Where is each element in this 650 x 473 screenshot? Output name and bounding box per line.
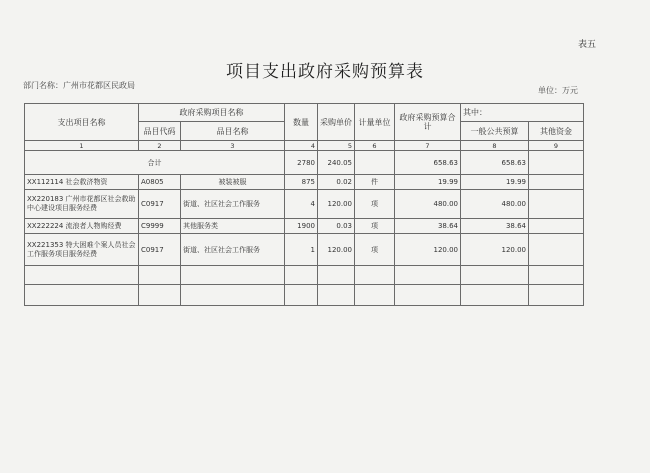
total-quantity: 2780	[285, 151, 318, 175]
row-general-budget: 120.00	[461, 234, 529, 266]
department-label: 部门名称：广州市花都区民政局	[23, 81, 135, 90]
row-total-budget: 120.00	[395, 234, 461, 266]
row-item-code: C0917	[139, 190, 181, 219]
col-measure-unit: 计量单位	[355, 104, 395, 141]
row-general-budget: 38.64	[461, 219, 529, 234]
total-general-budget: 658.63	[461, 151, 529, 175]
row-quantity: 1	[285, 234, 318, 266]
col-number: 7	[395, 141, 461, 151]
row-measure-unit: 项	[355, 190, 395, 219]
total-measure-unit	[355, 151, 395, 175]
empty-row	[25, 266, 584, 285]
row-item-code: A0805	[139, 175, 181, 190]
row-measure-unit: 项	[355, 219, 395, 234]
col-item-code: 品目代码	[139, 122, 181, 141]
row-quantity: 4	[285, 190, 318, 219]
row-total-budget: 38.64	[395, 219, 461, 234]
table-number: 表五	[578, 40, 597, 50]
col-number: 6	[355, 141, 395, 151]
total-budget-value: 658.63	[395, 151, 461, 175]
row-general-budget: 480.00	[461, 190, 529, 219]
page-title: 项目支出政府采购预算表	[226, 62, 424, 82]
row-project-name: XX222224 流浪者人物购经费	[25, 219, 139, 234]
col-quantity: 数量	[285, 104, 318, 141]
row-item-name: 其他服务类	[181, 219, 285, 234]
col-project-name: 支出项目名称	[25, 104, 139, 141]
row-measure-unit: 件	[355, 175, 395, 190]
row-total-budget: 19.99	[395, 175, 461, 190]
row-unit-price: 120.00	[318, 234, 355, 266]
unit-label: 单位：万元	[538, 86, 578, 95]
total-unit-price: 240.05	[318, 151, 355, 175]
row-item-name: 被装被服	[181, 175, 285, 190]
row-unit-price: 120.00	[318, 190, 355, 219]
row-other-funds	[529, 234, 584, 266]
row-project-name: XX220183 广州市花都区社会救助中心建设项目服务经费	[25, 190, 139, 219]
col-total-budget: 政府采购预算合计	[395, 104, 461, 141]
row-general-budget: 19.99	[461, 175, 529, 190]
col-general-budget: 一般公共预算	[461, 122, 529, 141]
col-number: 2	[139, 141, 181, 151]
col-other-funds: 其他资金	[529, 122, 584, 141]
col-number: 5	[318, 141, 355, 151]
table-row	[25, 234, 584, 266]
col-number: 1	[25, 141, 139, 151]
col-number: 9	[529, 141, 584, 151]
col-number: 4	[285, 141, 318, 151]
header-row-1	[25, 104, 584, 122]
row-total-budget: 480.00	[395, 190, 461, 219]
total-label: 合计	[25, 151, 285, 175]
row-item-name: 街道、社区社会工作服务	[181, 234, 285, 266]
col-unit-price: 采购单价	[318, 104, 355, 141]
row-project-name: XX112114 社会救济物资	[25, 175, 139, 190]
col-of-which: 其中：	[461, 104, 584, 122]
empty-row	[25, 285, 584, 306]
budget-table	[24, 103, 584, 306]
col-number: 8	[461, 141, 529, 151]
row-item-code: C0917	[139, 234, 181, 266]
column-number-row	[25, 141, 584, 151]
row-other-funds	[529, 175, 584, 190]
row-measure-unit: 项	[355, 234, 395, 266]
table-row	[25, 175, 584, 190]
table-row	[25, 219, 584, 234]
table-row	[25, 190, 584, 219]
row-unit-price: 0.02	[318, 175, 355, 190]
row-quantity: 875	[285, 175, 318, 190]
total-row	[25, 151, 584, 175]
row-other-funds	[529, 190, 584, 219]
row-item-name: 街道、社区社会工作服务	[181, 190, 285, 219]
col-procurement-project: 政府采购项目名称	[139, 104, 285, 122]
row-quantity: 1900	[285, 219, 318, 234]
row-other-funds	[529, 219, 584, 234]
row-item-code: C9999	[139, 219, 181, 234]
col-item-name: 品目名称	[181, 122, 285, 141]
row-unit-price: 0.03	[318, 219, 355, 234]
col-number: 3	[181, 141, 285, 151]
total-other-funds	[529, 151, 584, 175]
row-project-name: XX221353 特大困难个案人员社会工作服务项目服务经费	[25, 234, 139, 266]
